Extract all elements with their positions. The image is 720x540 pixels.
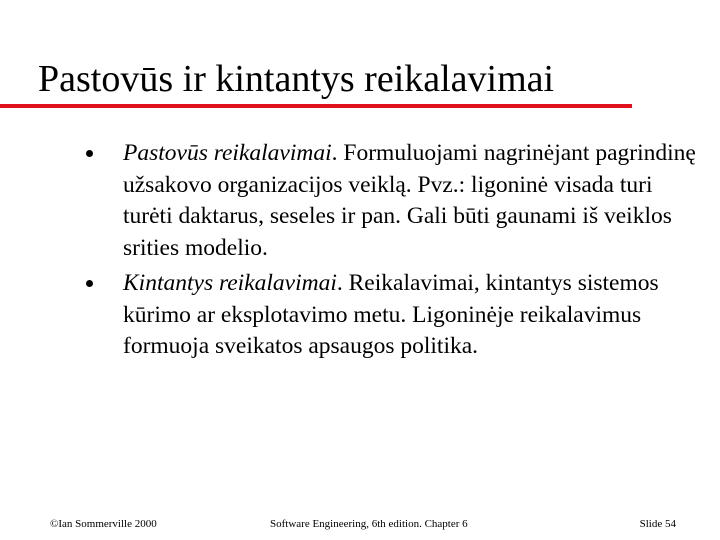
- title-underline: [0, 104, 632, 108]
- bullet-body: . Formuluojami nagrinėjant pagrindinę užsakovo organizacijos veiklą. Pvz.: ligoninė visada turi turėti daktarus, seseles ir pan. Gali būti gaunami iš veiklos srities modelio.: [123, 140, 696, 261]
- bullet-term: Pastovūs reikalavimai: [123, 140, 332, 166]
- bullet-list: [0, 138, 720, 367]
- bullet-dot-icon: [86, 150, 93, 157]
- bullet-term: Kintantys reikalavimai: [123, 270, 337, 296]
- bullet-text: [123, 268, 703, 363]
- bullet-body: . Reikalavimai, kintantys sistemos kūrimo ar eksplotavimo metu. Ligoninėje reikalavimus formuoja sveikatos apsaugos politika.: [123, 270, 659, 359]
- bullet-text: [123, 138, 703, 264]
- footer-book-title: Software Engineering, 6th edition. Chapter 6: [270, 518, 468, 530]
- bullet-item: [0, 138, 720, 264]
- slide-title: Pastovūs ir kintantys reikalavimai: [38, 58, 555, 100]
- bullet-dot-icon: [86, 280, 93, 287]
- footer-copyright: ©Ian Sommerville 2000: [50, 518, 157, 530]
- footer-slide-number: Slide 54: [639, 518, 676, 530]
- bullet-item: [0, 268, 720, 363]
